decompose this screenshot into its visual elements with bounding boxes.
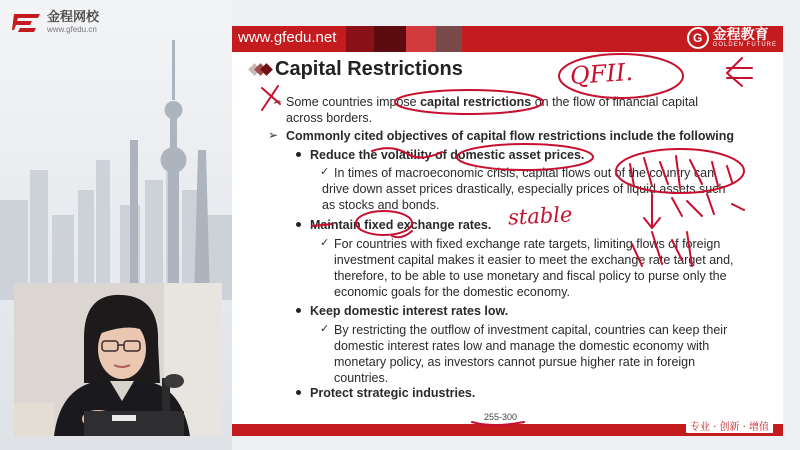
objective-detail-line: In times of macroeconomic crisis, capital flows out of the country can [334, 166, 715, 180]
site-url: www.gfedu.cn [47, 24, 97, 34]
slide-slogan: 专业 · 创新 · 增值 [686, 418, 773, 433]
ink-text-qfii: QFII. [569, 57, 634, 91]
objective-heading: Protect strategic industries. [310, 386, 476, 400]
brand-seal-icon: G [687, 27, 709, 49]
slide-title-group [250, 58, 463, 81]
ink-down-arrow [644, 194, 660, 228]
objective-detail-line: domestic interest rates low and manage the domestic economy with [334, 339, 710, 353]
city-skyline-image [0, 40, 232, 300]
arrow-bullet-icon: ➢ [268, 128, 279, 142]
intro-line-2: across borders. [286, 111, 373, 125]
ink-text-stable: stable [507, 202, 573, 230]
check-bullet-icon: ✓ [320, 237, 330, 249]
objective-detail-line: countries. [334, 371, 389, 385]
check-bullet-icon: ✓ [320, 323, 330, 335]
objective-detail-line: monetary policy, as investors cannot pursue higher rate in foreign [334, 355, 696, 369]
slide-title: Capital Restrictions [275, 58, 463, 80]
presentation-slide [232, 26, 783, 436]
objective-heading: Keep domestic interest rates low. [310, 304, 509, 318]
intro-text-start: Some countries impose [286, 95, 421, 109]
objective-detail-line: economic goals for the domestic economy. [334, 285, 570, 299]
check-bullet-icon: ✓ [320, 166, 330, 178]
objective-detail-line: therefore, to be able to use monetary and fiscal policy to purse only the [334, 269, 727, 283]
gf-logo-icon [12, 10, 42, 34]
objective-heading: Reduce the volatility of domestic asset prices. [310, 148, 585, 162]
slide-site-url: www.gfedu.net [238, 29, 337, 46]
objective-detail-line: drive down asset prices drastically, especially prices of liquid assets such [322, 182, 726, 196]
dot-bullet-icon [296, 308, 301, 313]
slide-footer-bar [232, 424, 783, 436]
objectives-heading: Commonly cited objectives of capital flow restrictions include the following [286, 129, 734, 143]
dot-bullet-icon [296, 222, 301, 227]
brand-logo [687, 27, 777, 49]
presenter-video[interactable] [14, 283, 222, 436]
objective-heading: Maintain fixed exchange rates. [310, 218, 492, 232]
presenter-image [14, 283, 222, 436]
brand-tagline: GOLDEN FUTURE [712, 42, 777, 48]
objective-detail-line: For countries with fixed exchange rate targets, limiting flows of foreign [334, 237, 721, 251]
ink-arrow-mark [727, 58, 752, 86]
site-name: 金程网校 [47, 9, 100, 25]
ink-scribble-note [672, 194, 744, 216]
title-diamond-icon [250, 61, 268, 79]
objective-detail-line: investment capital makes it easier to meet the exchange rate target and, [334, 253, 734, 267]
dot-bullet-icon [296, 152, 301, 157]
objective-detail-line: as stocks and bonds. [322, 198, 440, 212]
arrow-bullet-icon: ➢ [272, 94, 283, 108]
intro-emphasis: capital restrictions [420, 95, 532, 109]
page-number: 255-300 [484, 412, 518, 422]
dot-bullet-icon [296, 390, 301, 395]
objective-detail-line: By restricting the outflow of investment capital, countries can keep their [334, 323, 728, 337]
site-logo[interactable] [12, 10, 99, 34]
slide-header-bar [232, 26, 783, 52]
intro-text-end: on the flow of financial capital [531, 95, 699, 109]
brand-name: 金程教育 [712, 26, 769, 42]
intro-line-1 [286, 94, 698, 110]
